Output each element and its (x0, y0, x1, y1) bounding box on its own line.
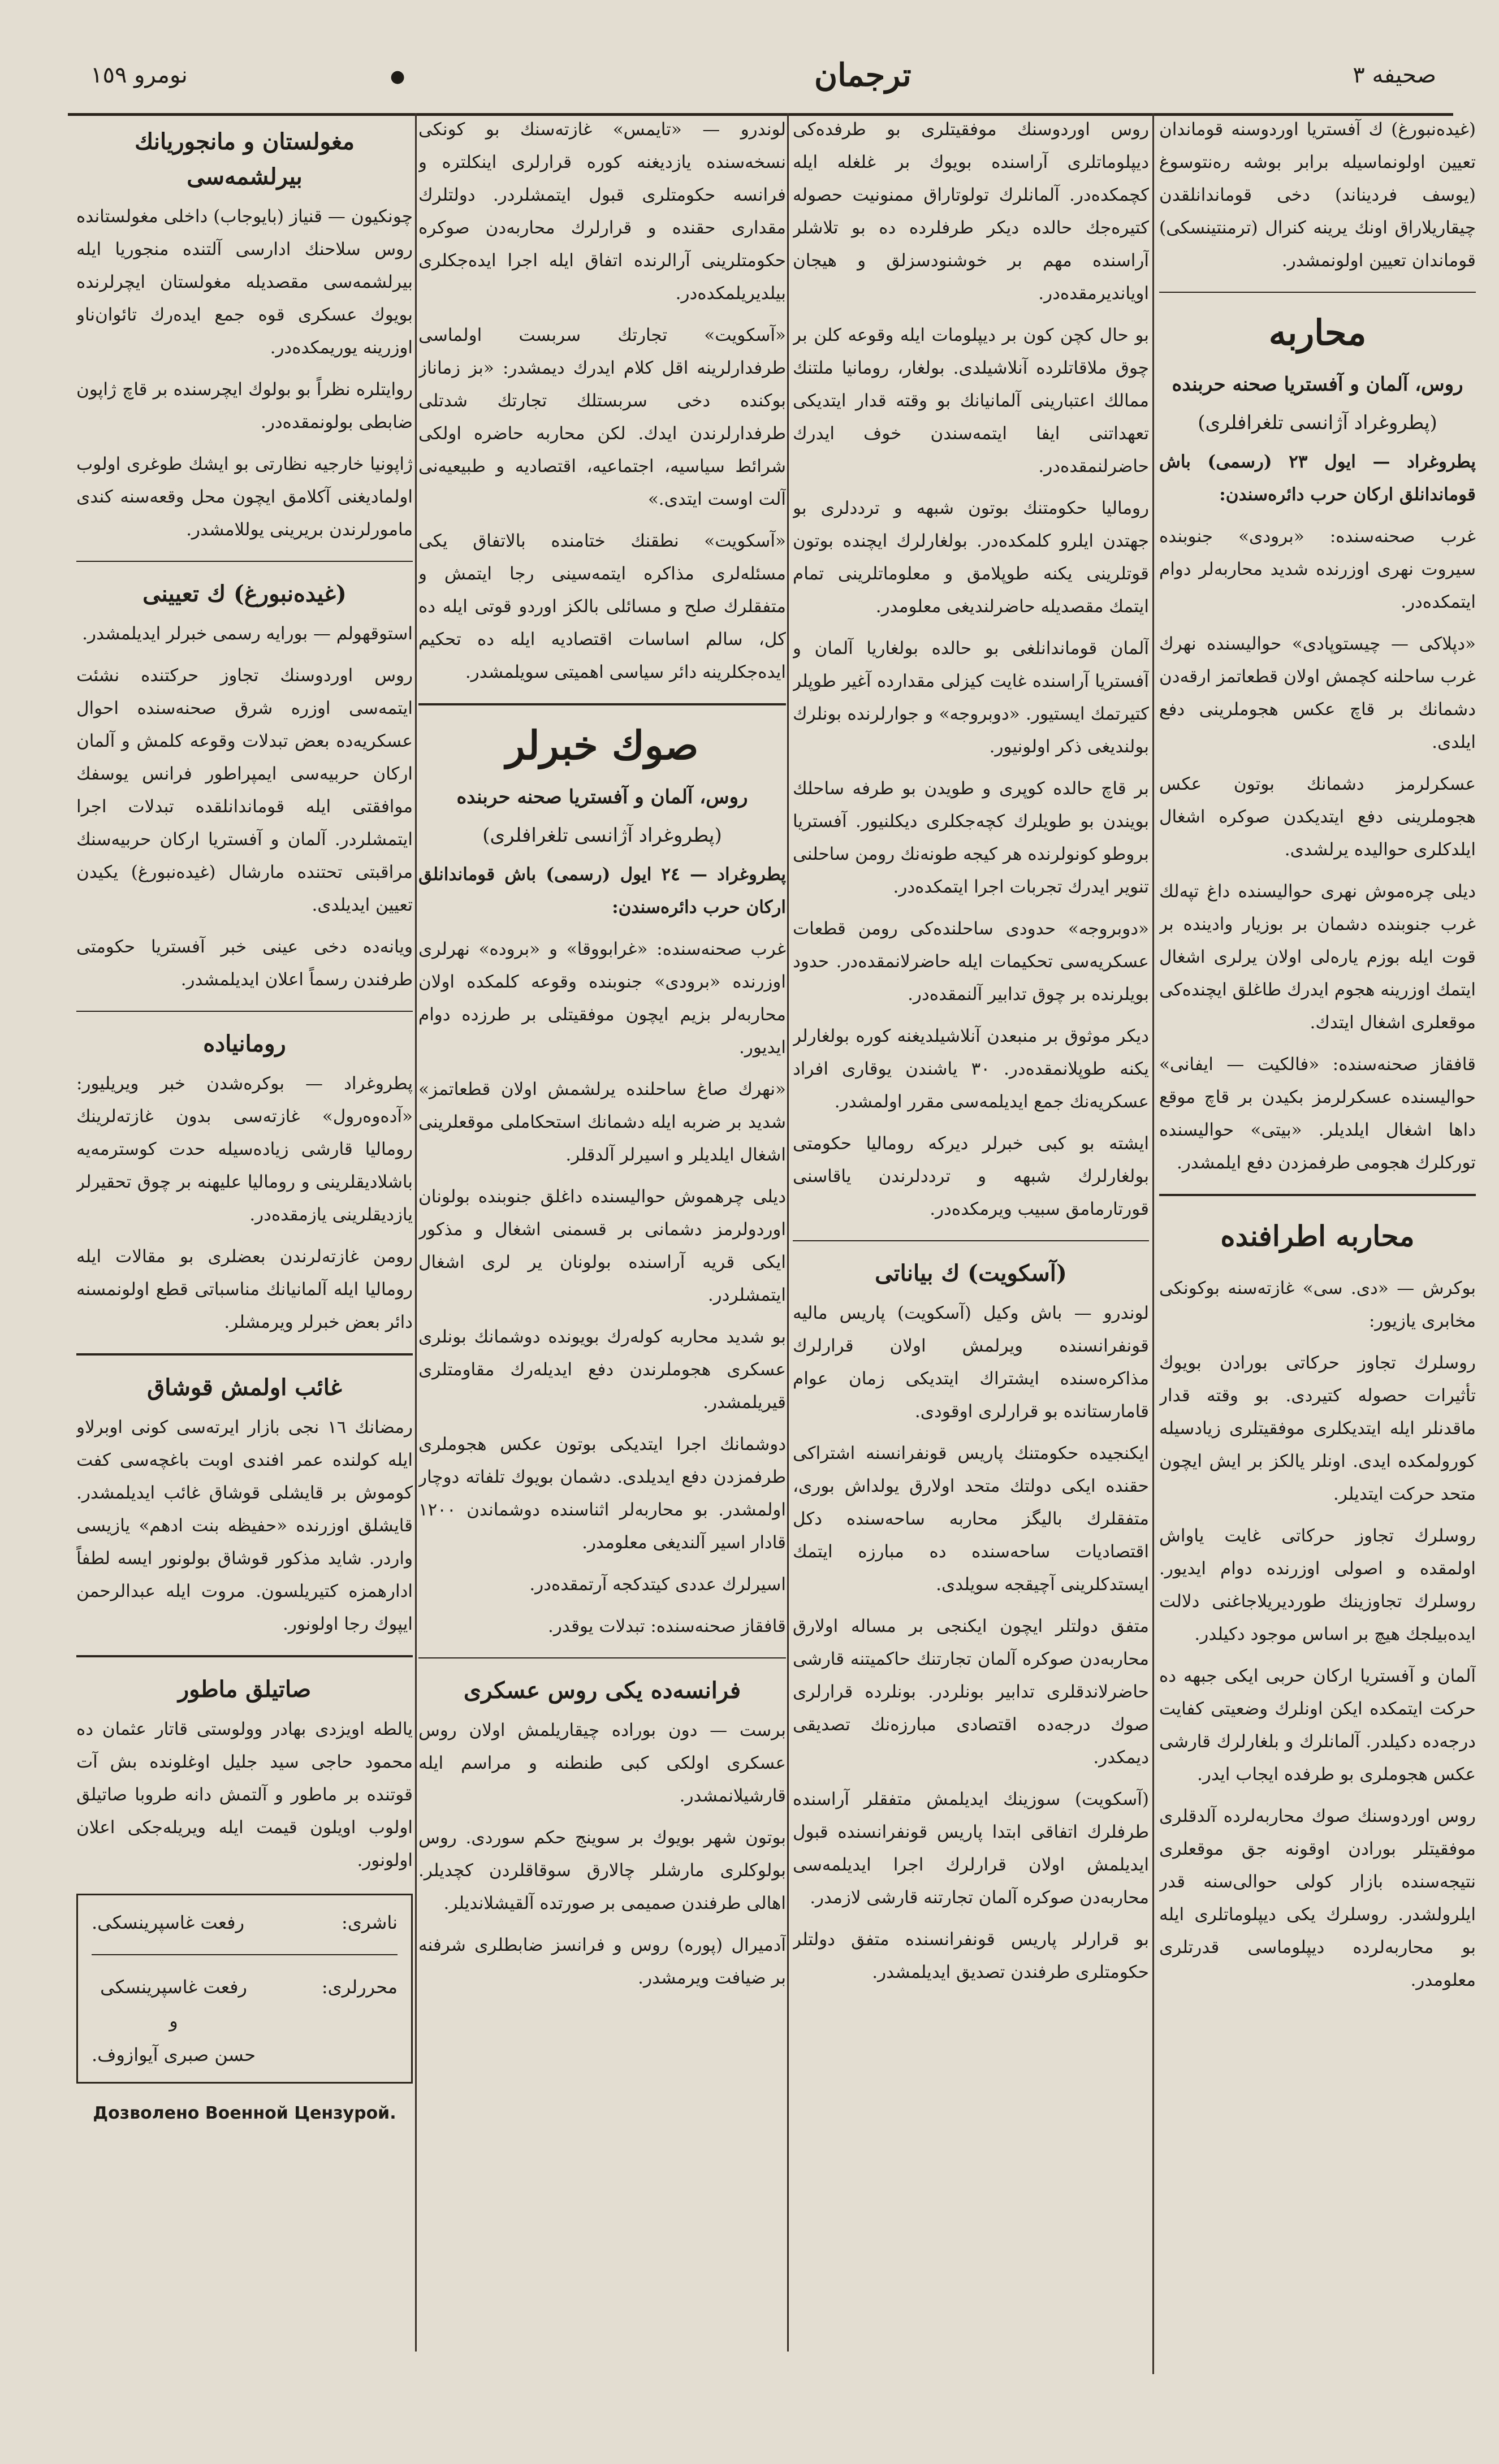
article-paragraph: آدميرال (پوره) روس و فرانسز ضابطلرى شرفنه بر ضيافت ويرمشدر. (418, 1935, 786, 1988)
dateline: پطروغراد — ايول ٢٣ (رسمى) باش قوماندانلق اركان حرب دائره‌سندن: (1159, 452, 1476, 505)
publisher-label: ناشرى: (342, 1912, 398, 1933)
divider (1159, 1194, 1476, 1196)
article-paragraph: ايكنجيده حكومتنك پاريس قونفرانسنه اشتراكى حقنده ايكى دولتك متحد اولارق يولداش بورى، متفقلرك باليگز محاربه ساحه‌سنده دكل اقتصاديات ساحه‌سنده ده مبارزه ايتمك ايستدكلرينى آچيقجه سويلدى. (793, 1443, 1149, 1595)
censorship-note: Дозволено Военной Цензурой. (93, 2103, 396, 2123)
agency-line: (پطروغراد آژانسى تلغرافلرى) (1198, 412, 1437, 434)
divider (76, 1353, 413, 1356)
article-paragraph: «نهرك صاغ ساحلنده يرلشمش اولان قطعاتمز» شديد بر ضربه ايله دشمانك استحكاملى موقعلرينى اشغال ايلديلر و اسيرلر آلدقلر. (418, 1079, 786, 1165)
article-paragraph: متفق دولتلر ايچون ايكنجى بر مساله اولارق محاربه‌دن صوكره آلمان تجارتنك حاكميتنه قارشى حاضرلاندقلرى تدابير بونلردر. بونلرده قرارلرى صوك درجه‌ده اقتصادى مبارزه‌نك تصديقى ديمكدر. (793, 1616, 1149, 1768)
article-paragraph: عسكرلرمز دشمانك بوتون عكس هجوملرينى دفع ايتديكدن صوكره اشغال ايلدكلرى حواليده يرلشدى. (1159, 774, 1476, 860)
editor-name: حسن صبرى آيوازوف. (92, 2044, 256, 2065)
article-paragraph: روماليا حكومتنك بوتون شبهه و ترددلرى بو جهتدن ايلرو كلمكده‌در. بولغارلرك ايچنده بوتون قوتلرينى يكنه طوپلامق و معلوماتلرينى تمام ايتمك مقصديله حاضرلنديغى معلومدر. (793, 498, 1149, 617)
article-paragraph: استوقهولم — بورايه رسمى خبرلر ايديلمشدر. (82, 623, 413, 644)
article-paragraph: يالطه اويزدى بهادر وولوستى قاتار عثمان ده محمود حاجى سيد جليل اوغلونده بش آت قوتنده بر ماطور و آلتمش دانه طروبا صاتيلق اولوب اويلون قيمت ايله ويريله‌جكى اعلان اولونور. (76, 1719, 413, 1870)
article-paragraph: آلمان قوماندانلغى بو حالده بولغاريا آلمان و آفستريا آراسنده غايت كيزلى مقدارده آغير طوپلر كتيرتمك ايستيور. «دوبروجه» و جوارلرنده بونلرك بولنديغى ذكر اولونيور. (793, 638, 1149, 757)
section-heading-hindenburg: (غيده‌نبورغ) ك تعيينى (142, 581, 347, 607)
column-rule (1152, 113, 1154, 2374)
article-paragraph: ژاپونيا خارجيه نظارتى بو ايشك طوغرى اولوب اولماديغنى آكلامق ايچون محل وقعه‌سنه كندى مامورلرندن بريرينى يوللامشدر. (76, 454, 413, 540)
section-heading-latest-news: صوك خبرلر (506, 722, 699, 769)
section-heading-motor-sale: صاتيلق ماطور (178, 1676, 312, 1703)
divider (1159, 292, 1476, 293)
section-heading-around-war: محاربه اطرافنده (1220, 1219, 1415, 1253)
subheading: روس، آلمان و آفستريا صحنه حربنده (456, 786, 748, 808)
subheading: روس، آلمان و آفستريا صحنه حربنده (1172, 373, 1463, 396)
divider (418, 703, 786, 705)
editors-row (92, 1970, 398, 2072)
article-paragraph: چونكيون — قنياز (بايوجاب) داخلى مغولستانده روس سلاحنك ادارسى آلتنده منجوريا ايله بيرلشمه‌سى مقصديله مغولستان ايچرلرنده بويوك عسكرى قوه جمع ايده‌رك تائوان‌ناو اوزرينه يوريمكده‌در. (76, 206, 413, 358)
divider (92, 1954, 398, 1955)
article-paragraph: «دپلاكى — چيستوپادى» حواليسنده نهرك غرب ساحلنه كچمش اولان قطعاتمز ارقه‌دن دشمانك بر قاچ عكس هجوملرينى دفع ايلدى. (1159, 634, 1476, 752)
column-1 (1159, 113, 1476, 2374)
article-paragraph: قافقاز صحنه‌سنده: «فالكيت — ايفانى» حواليسنده عسكرلرمز بكيدن بر قاچ موقع داها اشغال ايلديلر. «بيتى» حواليسنده توركلرك هجومى طرفمزدن دفع ايلمشدر. (1159, 1054, 1476, 1173)
agency-line: (پطروغراد آژانسى تلغرافلرى) (482, 824, 722, 847)
article-paragraph: رومن غازته‌لرندن بعضلرى بو مقالات ايله روماليا ايله آلمانيانك مناسباتى قطع اولونمسنه دائر بعض خبرلر ويرمشلر. (76, 1246, 413, 1332)
article-paragraph: لوندرو — «تايمس» غازته‌سنك بو كونكى نسخه‌سنده يازديغنه كوره قرارلرى اينكلتره و فرانسه حكومتلرى قبول ايتمشلردر. دولتلرك مقدارى حقنده و قرارلرك محاربه‌دن صوكره حكومتلرينى آرالرنده اتفاق ايله اجرا ايده‌جكلرى بيلديريلمكده‌در. (418, 119, 786, 304)
article-paragraph: قافقاز صحنه‌سنده: تبدلات يوقدر. (547, 1616, 786, 1636)
article-paragraph: روس اوردوسنك صوك محاربه‌لرده آلدقلرى موفقيتلر بورادن اوقونه جق موقعلرى نتيجه‌سنده بازار كولى حوالى‌سنه قدر ايلرولشدر. روسلرك يكى ديپلوماتلرى ايله بو محاربه‌لرده ديپلوماسى قدرتلرى معلومدر. (1159, 1806, 1476, 1990)
article-paragraph: بو حال كچن كون بر ديپلومات ايله وقوعه كلن بر چوق ملاقاتلرده آنلاشيلدى. بولغار، رومانيا ملتنك ممالك اعتبارينى آلمانيانك بو وقته قدار ايتديكى تعهداتنى ايفا ايتمه‌سندن خوف ايدرك حاضرلنمقده‌در. (793, 325, 1149, 477)
column-rule (415, 113, 417, 2352)
article-paragraph: رمضانك ١٦ نجى بازار ايرته‌سى كونى اوبرلاو ايله كولنده عمر افندى اوبت باغچه‌سى كفت كوموش بر قايشلى قوشاق غائب ايديلمشدر. قايشلق اوزرنده «حفيظه بنت ادهم» يازيسى واردر. شايد مذكور قوشاق بولونور ايسه لطفاً ادارهمزه كتيريلسون. مروت ايله عبدالرحمن ايپوك رجا اولونور. (76, 1417, 413, 1634)
article-paragraph: بوكرش — «دى. سى» غازته‌سنه بو‌كونكى مخابرى يازيور: (1159, 1278, 1476, 1331)
article-paragraph: دوشمانك اجرا ايتديكى بوتون عكس هجوملرى طرفمزدن دفع ايديلدى. دشمان بويوك تلفاته دوچار اولمشدر. بو محاربه‌لر اثناسنده دوشماندن ١٢٠٠ قادار اسير آلنديغى معلومدر. (418, 1434, 786, 1553)
editors-label: محررلرى: (321, 1976, 398, 1998)
article-paragraph: بر قاچ حالده كوپرى و طويدن بو طرفه ساحلك بويندن بو طويلرك كچه‌جكلرى ديكلنيور. آفستريا بروطو كونولرنده هر كيجه طونه‌نك رومن ساحلنى تنوير ايدرك تجربات اجرا ايتمكده‌در. (793, 778, 1149, 897)
article-paragraph: ايشته بو كبى خبرلر ديركه روماليا حكومتى بولغارلرك شبهه و ترددلرندن ياقاسنى قورتارمامق سبيب ويرمكده‌در. (793, 1133, 1149, 1219)
imprint-box (76, 1894, 413, 2084)
article-paragraph: روايتلره نظراً بو بولوك ايچرسنده بر قاچ ژاپون ضابطى بولونمقده‌در. (76, 379, 413, 432)
article-paragraph: لوندرو — باش وكيل (آسكويت) پاريس ماليه قونفرانسنده ويرلمش اولان قرارلرك مذاكره‌سنده ايشتراك ايتديكى زمان عوام قامارستانده بو قرارلرى اوقودى. (793, 1303, 1149, 1422)
article-paragraph: «آسكويت» نطقنك ختامنده بالاتفاق يكى مسئله‌لرى مذاكره ايتمه‌سينى رجا ايتمش و متفقلرك صلح و مسائلى بالكز اوردو قوتى ايله ده كل، سالم اساسات اقتصاديه ايله ده تحكيم ايده‌جكلرينه دائر سياسى اهميتى سويلمشدر. (418, 531, 786, 682)
masthead (68, 40, 1453, 116)
issue-number: نومرو ١٥٩ (90, 62, 188, 88)
article-paragraph: ديلى چرهموش حواليسنده داغلق جنوبنده بولونان اوردولرمز دشمانى بر قسمنى اشغال و مذكور ايكى قريه آراسنده بولونان ير لرى اشغال ايتمشلردر. (418, 1186, 786, 1305)
article-paragraph: ديلى چره‌موش نهرى حواليسنده داغ تپه‌لك غرب جنوبنده دشمان بر بوزيار وادينده بر قوت ايله بوزم ياره‌لى اولان يرلرى اشغال ايتمك اوزرينه هجوم ايدرك طاغلق ايچنده‌كى موقعلرى اشغال ايتدك. (1159, 881, 1476, 1033)
article-paragraph: غرب صحنه‌سنده: «برودى» جنوبنده سيروت نهرى اوزرنده شديد محاربه‌لر دوام ايتمكده‌در. (1159, 526, 1476, 612)
article-paragraph: روس اوردوسنك موفقيتلرى بو طرفده‌كى ديپلوماتلرى آراسنده بويوك بر غلغله ايله كچمكده‌در. آلمانلرك تولوتاراق ممنونيت حصوله كتيره‌جك حالده ديكر طرفلرده ده بو تلاشلر آراسنده مهم بر خوشنودسزلق و هيجان اويانديرمقده‌در. (793, 119, 1149, 304)
publisher-name: رفعت غاسپرينسكى. (92, 1912, 245, 1933)
section-heading-france: فرانسه‌ده يكى روس عسكرى (463, 1677, 741, 1704)
article-paragraph: آلمان و آفستريا اركان حربى ايكى جبهه ده حركت ايتمكده ايكن اونلرك وضعيتى كفايت درجه‌ده دكيلدر. آلمانلرك و بلغارلرك قارشى عكس هجوملرى بو طرفده ايجاب ايدر. (1159, 1666, 1476, 1785)
article-paragraph: بوتون شهر بويوك بر سوينج حكم سوردى. روس بولوكلرى مارشلر چالارق سوقاقلردن كچديلر. اهالى طرفندن صميمى بر صورتده آلقيشلانديلر. (418, 1828, 786, 1913)
article-paragraph: ديكر موثوق بر منبعدن آنلاشيلديغنه كوره بولغارلر يكنه طوپلانمقده‌در. ٣٠ ياشندن يوقارى افراد عسكريه‌نك جمع ايديلمه‌سى مقرر اولمشدر. (793, 1026, 1149, 1112)
divider (76, 1011, 413, 1012)
newspaper-title: ترجمان (814, 57, 912, 94)
article-paragraph: ويانه‌ده دخى عينى خبر آفستريا حكومتى طرفندن رسماً اعلان ايديلمشدر. (76, 937, 413, 990)
article-paragraph: اسيرلرك عددى كيتدكجه آرتمقده‌در. (529, 1574, 786, 1595)
divider (76, 561, 413, 562)
editor-conjunction: و (169, 2010, 178, 2032)
divider (793, 1240, 1149, 1241)
divider (418, 1657, 786, 1658)
article-paragraph: «دوبروجه» حدودى ساحلنده‌كى رومن قطعات عسكريه‌سى تحكيمات ايله حاضرلانمقده‌در. حدود بويلرنده بر چوق تدابير آلنمقده‌در. (793, 919, 1149, 1004)
section-heading-mongolia: مغولستان و مانجوريانك بيرلشمه‌سى (135, 128, 355, 190)
section-heading-lost-belt: غائب اولمش قوشاق (147, 1374, 342, 1401)
article-paragraph: روس اوردوسنك تجاوز حركتنده نشئت ايتمه‌سى اوزره شرق صحنه‌سنده احوال عسكريه‌ده بعض تبدلات وقوعه كلمش و آلمان اركان حربيه‌سى ايمپراطور فرانس يوسفك موافقتى ايله قوماندانلقده تبدلات اجرا ايتمشلردر. آلمان و آفستريا اركان حربيه‌سنك مراقبتى تحتنده مارشال (غيده‌نبورغ) يكيدن تعيين ايديلدى. (76, 665, 413, 915)
editor-name: رفعت غاسپرينسكى (100, 1976, 247, 1998)
masthead-dot: ● (390, 67, 405, 86)
column-2 (793, 113, 1149, 2352)
article-paragraph: بو شديد محاربه كوله‌رك بويونده دوشمانك بونلرى عسكرى هجوملرندن دفع ايديله‌رك مقاومتلرى قيريلمشدر. (418, 1327, 786, 1413)
column-3 (418, 113, 786, 2352)
dateline: پطروغراد — ٢٤ ايول (رسمى) باش قوماندانلق اركان حرب دائره‌سندن: (418, 864, 786, 917)
article-paragraph: (غيده‌نبورغ) ك آفستريا اوردوسنه قوماندان تعيين اولونماسيله برابر‌ بوشه ره‌نتوسوغ (يوسف فرديناند) دخى قوماندانلقدن چيقاريلاراق اونك يرينه كنرال (ترمنتينسكى) قوماندان تعيين اولونمشدر. (1159, 119, 1476, 271)
article-paragraph: بو قرارلر پاريس قونفرانسنده متفق دولتلر حكومتلرى طرفندن تصديق ايديلمشدر. (793, 1929, 1149, 1982)
article-paragraph: غرب صحنه‌سنده: «غرابووقا» و «بروده» نهرلرى اوزرنده «برودى» جنوبنده وقوعه كلمكده اولان محاربه‌لر بزيم ايچون موفقيتلى بر طرزده دوام ايديور. (418, 939, 786, 1058)
page-number: صحيفه ٣ (1353, 62, 1436, 88)
section-heading-war: محاربه (1268, 312, 1367, 353)
article-paragraph: «آسكويت» تجارتك سربست اولماسى طرفدارلرينه اقل كلام ايدرك ديمشدر: «بز زماناز بوكنده دخى سربستلك تجارتك شدتلى طرفدارلرندن ايدك. لكن محاربه حاضره اولكى شرائط سياسيه، اجتماعيه، اقتصاديه و طبيعيه‌نى آلت اوست ايتدى.» (418, 325, 786, 509)
column-4 (76, 113, 413, 2352)
section-heading-asquith: (آسكويت) ك بياناتى (875, 1260, 1067, 1287)
article-paragraph: برست — دون بوراده چيقاريلمش اولان روس عسكرى اولكى كبى طنطنه و مراسم ايله قارشيلانمشدر. (418, 1720, 786, 1806)
article-paragraph: روسلرك تجاوز حركاتى غايت ياواش اولمقده و اصولى اوزرنده دوام ايديور. روسلرك تجاوزينك طورديريلاجاغنى دلالت ايده‌بيلجك هيچ بر اساس موجود دكيلدر. (1159, 1526, 1476, 1644)
divider (76, 1655, 413, 1657)
article-paragraph: روسلرك تجاوز حركاتى بورادن بويوك تأثيرات حصوله كتيردى. بو وقته قدار ماقدنلر ايله ايتديكلرى موفقيتلرى زيادسيله كورولمكده ايدى. اونلر يالكز بر ايش ايچون متحد حركت ايتديلر. (1159, 1353, 1476, 1504)
section-heading-romania: رومانياده (203, 1030, 286, 1057)
publisher-row (92, 1906, 398, 1939)
article-paragraph: (آسكويت) سوزينك ايديلمش متفقلر آراسنده طرفلرك اتفاقى ابتدا پاريس قونفرانسنده قبول ايديلمش اولان قرارلرك اجرا ايديلمه‌سى محاربه‌دن صوكره آلمان تجارتنه قارشى لازمدر. (793, 1789, 1149, 1908)
article-paragraph: پطروغراد — بوكره‌شدن خبر ويريليور: «آده‌وه‌رول» غازته‌سى بدون غازته‌لرينك روماليا قارشى زياده‌سيله حدت كوسترمه‌يه باشلاديقلرينى و روماليا عليهنه بر چوق تحقيرلر يازديقلرينى يازمقده‌در. (76, 1073, 413, 1225)
column-rule (787, 113, 789, 2352)
